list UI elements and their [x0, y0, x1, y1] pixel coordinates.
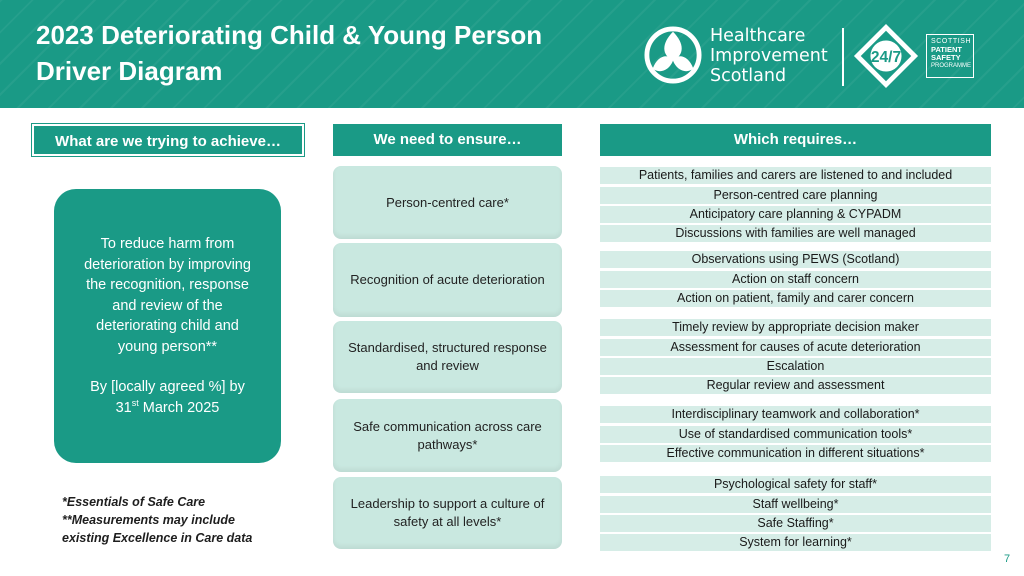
- org-name-line-3: Scotland: [710, 66, 787, 86]
- programme-line-1: SCOTTISH: [931, 38, 972, 45]
- programme-line-3: SAFETY: [931, 53, 961, 62]
- driver-response-review: Standardised, structured response and review: [333, 321, 562, 393]
- org-name-line-2: Improvement: [710, 46, 828, 66]
- requirement-item: System for learning*: [600, 534, 991, 551]
- requirement-item: Interdisciplinary teamwork and collaboration*: [600, 406, 991, 423]
- aim-target-date: 31st March 2025: [115, 397, 220, 416]
- requirement-item: Safe Staffing*: [600, 515, 991, 532]
- driver-recognition: Recognition of acute deterioration: [333, 243, 562, 317]
- title-line-2: Driver Diagram: [36, 56, 223, 86]
- header-banner: [0, 0, 1024, 108]
- every-person-every-time-badge-icon: [852, 22, 920, 90]
- requirement-item: Patients, families and carers are listened to and included: [600, 167, 991, 184]
- footnote-line: **Measurements may include: [62, 513, 235, 527]
- aim-column-header: What are we trying to achieve…: [32, 124, 304, 156]
- requirement-item: Regular review and assessment: [600, 377, 991, 394]
- requirement-item: Timely review by appropriate decision maker: [600, 319, 991, 336]
- aim-line: deterioration by improving: [84, 256, 251, 273]
- aim-line: the recognition, response: [86, 277, 249, 293]
- requirement-item: Discussions with families are well managed: [600, 225, 991, 242]
- title-line-1: 2023 Deteriorating Child & Young Person: [36, 20, 543, 50]
- driver-safe-communication: Safe communication across care pathways*: [333, 399, 562, 472]
- requirement-item: Assessment for causes of acute deterioration: [600, 339, 991, 356]
- requirement-item: Anticipatory care planning & CYPADM: [600, 206, 991, 223]
- org-name-line-1: Healthcare: [710, 26, 806, 46]
- driver-leadership: Leadership to support a culture of safety at all levels*: [333, 477, 562, 549]
- secondary-drivers-header: Which requires…: [600, 124, 991, 156]
- spsp-logo: [926, 34, 974, 78]
- page-number: 7: [1004, 553, 1011, 565]
- badge-number: 24/7: [870, 48, 902, 66]
- programme-line-4: PROGRAMME: [931, 63, 972, 69]
- requirement-item: Observations using PEWS (Scotland): [600, 251, 991, 268]
- footnote-line: *Essentials of Safe Care: [62, 495, 206, 509]
- healthcare-improvement-scotland-logo-icon: [644, 26, 702, 84]
- requirement-item: Person-centred care planning: [600, 187, 991, 204]
- logo-divider: [842, 28, 844, 86]
- page-title: [36, 17, 596, 89]
- requirement-item: Use of standardised communication tools*: [600, 426, 991, 443]
- requirement-item: Staff wellbeing*: [600, 496, 991, 513]
- footnotes: [62, 493, 252, 547]
- aim-line: and review of the: [112, 297, 223, 314]
- requirement-item: Action on patient, family and carer concern: [600, 290, 991, 307]
- requirement-item: Escalation: [600, 358, 991, 375]
- org-name: [710, 26, 828, 86]
- requirement-item: Psychological safety for staff*: [600, 476, 991, 493]
- driver-person-centred-care: Person-centred care*: [333, 166, 562, 239]
- aim-target-line: By [locally agreed %] by: [90, 379, 245, 395]
- aim-line: young person**: [117, 338, 218, 355]
- requirement-item: Action on staff concern: [600, 271, 991, 288]
- aim-line: deteriorating child and: [96, 318, 239, 334]
- primary-drivers-header: We need to ensure…: [333, 124, 562, 156]
- requirement-item: Effective communication in different situations*: [600, 445, 991, 462]
- aim-statement: [54, 189, 281, 463]
- footnote-line: existing Excellence in Care data: [62, 531, 253, 545]
- programme-line-2: PATIENT: [931, 45, 962, 54]
- aim-line: To reduce harm from: [100, 236, 235, 252]
